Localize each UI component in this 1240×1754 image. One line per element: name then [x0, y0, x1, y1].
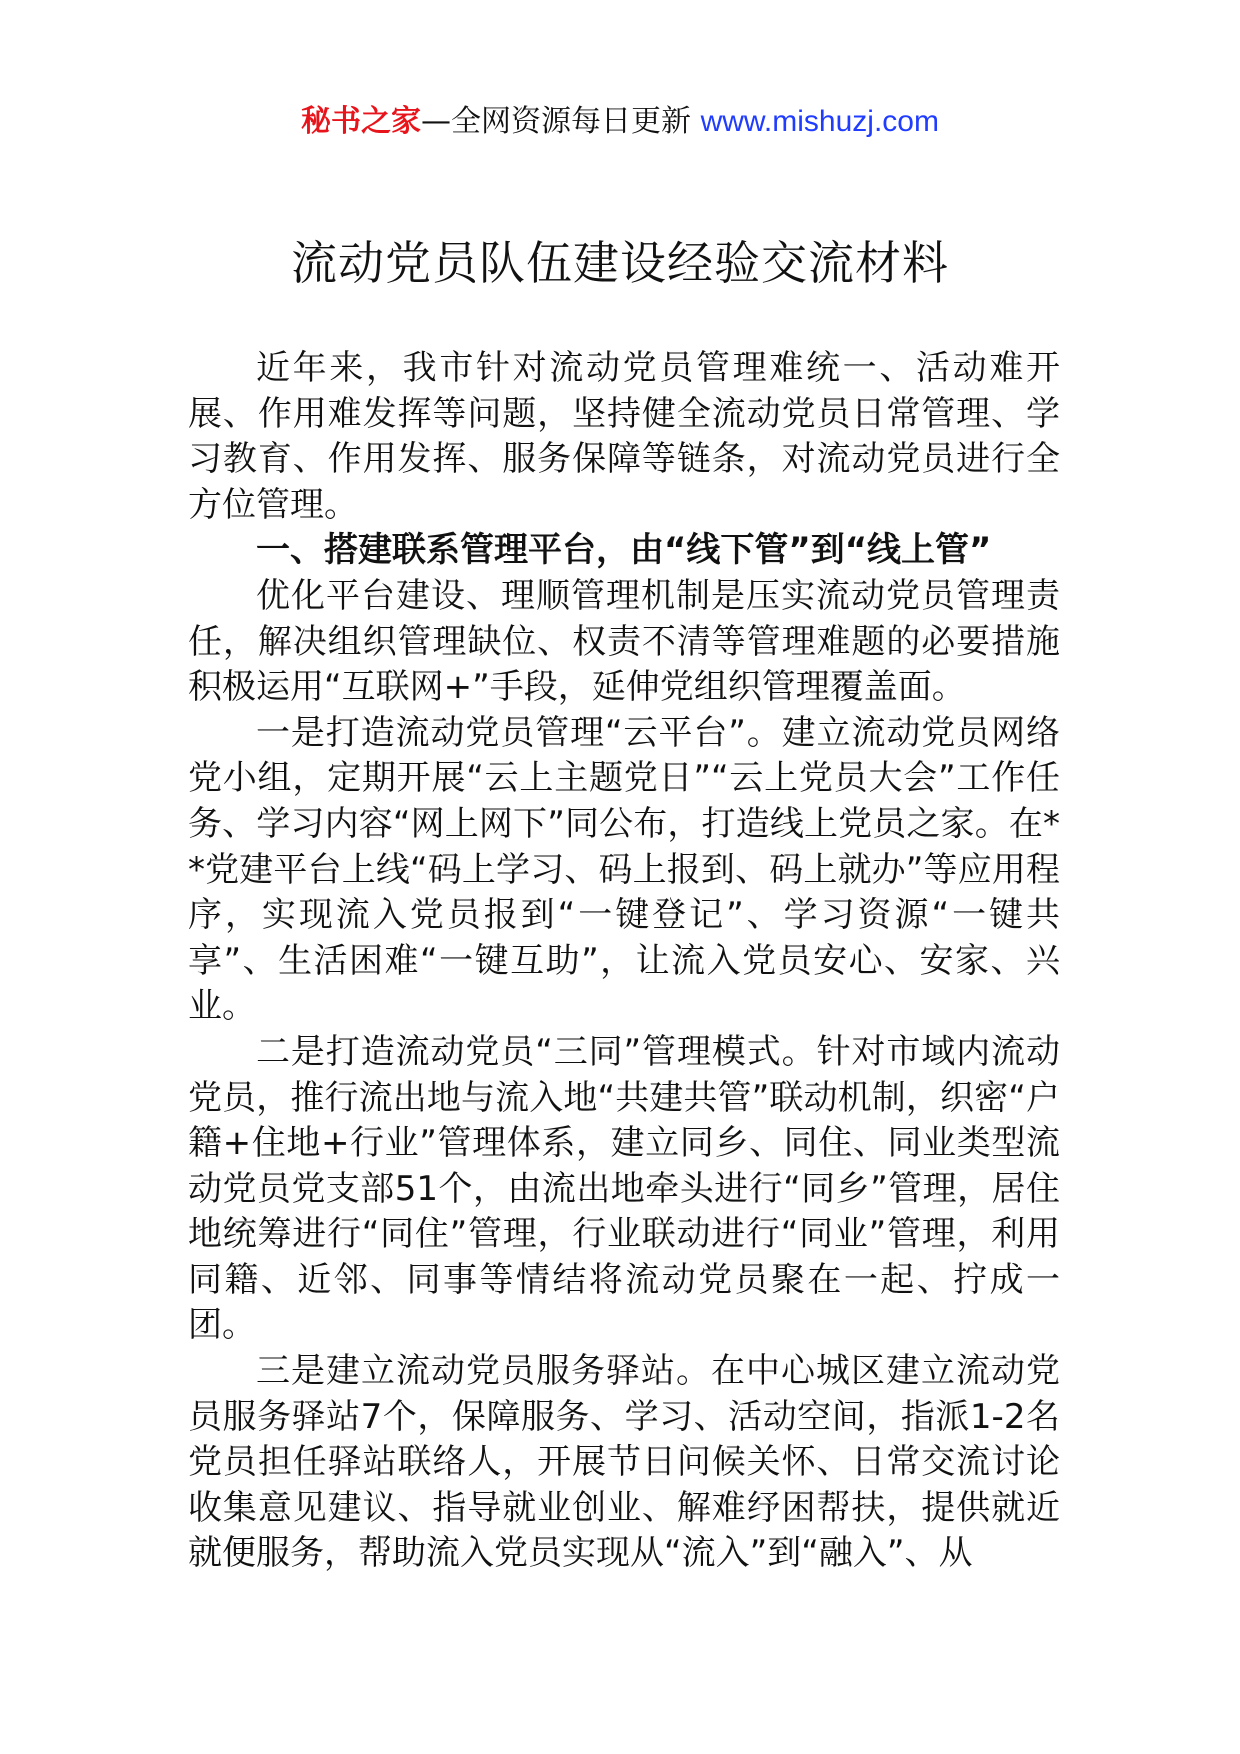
document-body [188, 346, 1060, 1577]
body-paragraph: 一是打造流动党员管理“云平台”。建立流动党员网络党小组，定期开展“云上主题党日”“云上党员大会”工作任务、学习内容“网上网下”同公布，打造线上党员之家。在**党建平台上线“码上学习、码上报到、码上就办”等应用程序，实现流入党员报到“一键登记”、学习资源“一键共享”、生活困难“一键互助”，让流入党员安心、安家、兴业。 [188, 712, 1060, 1027]
body-paragraph: 二是打造流动党员“三同”管理模式。针对市域内流动党员，推行流出地与流入地“共建共管”联动机制，织密“户籍+住地+行业”管理体系，建立同乡、同住、同业类型流动党员党支部51个，由流出地牵头进行“同乡”管理，居住地统筹进行“同住”管理，行业联动进行“同业”管理，利用同籍、近邻、同事等情结将流动党员聚在一起、拧成一团。 [188, 1031, 1060, 1346]
site-brand: 秘书之家 [301, 104, 422, 139]
intro-paragraph: 近年来，我市针对流动党员管理难统一、活动难开展、作用难发挥等问题，坚持健全流动党员日常管理、学习教育、作用发挥、服务保障等链条，对流动党员进行全方位管理。 [188, 348, 1060, 525]
body-paragraph: 三是建立流动党员服务驿站。在中心城区建立流动党员服务驿站7个，保障服务、学习、活动空间，指派1-2名党员担任驿站联络人，开展节日问候关怀、日常交流讨论收集意见建议、指导就业创业、解难纾困帮扶，提供就近就便服务，帮助流入党员实现从“流入”到“融入”、从 [188, 1351, 1060, 1574]
site-url-link[interactable]: www.mishuzj.com [700, 105, 939, 138]
section-heading: 一、搭建联系管理平台，由“线下管”到“线上管” [256, 530, 992, 571]
document-title: 流动党员队伍建设经验交流材料 [291, 236, 949, 290]
site-tagline: —全网资源每日更新 [421, 104, 692, 139]
body-paragraph: 优化平台建设、理顺管理机制是压实流动党员管理责任，解决组织管理缺位、权责不清等管理难题的必要措施积极运用“互联网+”手段，延伸党组织管理覆盖面。 [188, 575, 1060, 708]
site-header [0, 100, 1240, 144]
